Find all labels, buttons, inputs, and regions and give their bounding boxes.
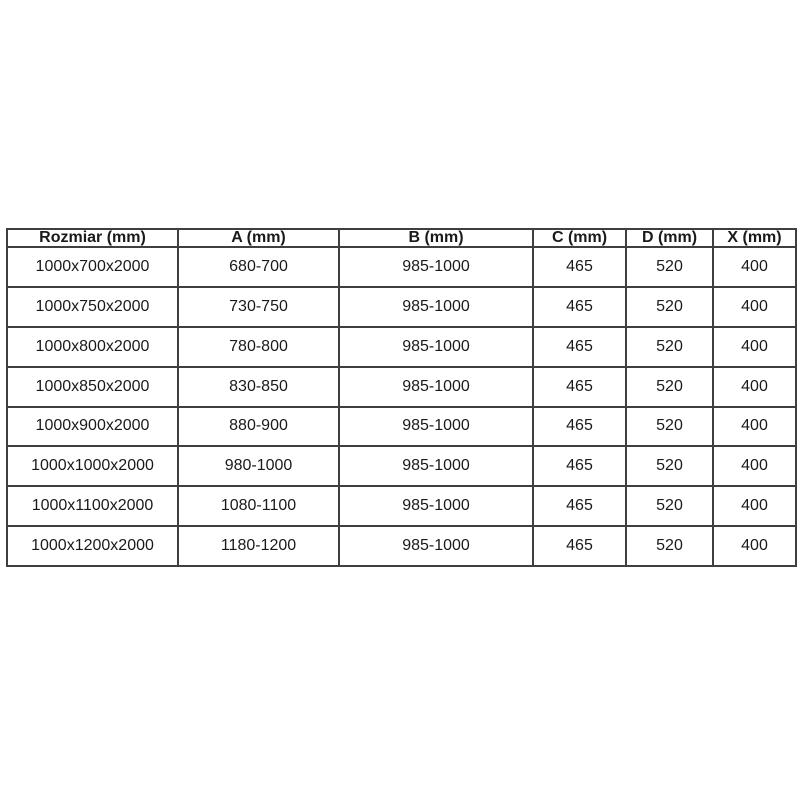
table-cell: 400 bbox=[713, 446, 796, 486]
table-cell: 1000x1200x2000 bbox=[7, 526, 178, 566]
table-cell: 1080-1100 bbox=[178, 486, 339, 526]
table-row bbox=[7, 446, 796, 486]
table-row bbox=[7, 526, 796, 566]
table-cell: 985-1000 bbox=[339, 287, 533, 327]
table-cell: 985-1000 bbox=[339, 526, 533, 566]
table-cell: 465 bbox=[533, 287, 626, 327]
table-cell: 1000x700x2000 bbox=[7, 247, 178, 287]
table-cell: 400 bbox=[713, 526, 796, 566]
table-cell: 400 bbox=[713, 287, 796, 327]
col-header-a: A (mm) bbox=[178, 229, 339, 247]
table-cell: 520 bbox=[626, 327, 713, 367]
table-cell: 985-1000 bbox=[339, 247, 533, 287]
table-cell: 985-1000 bbox=[339, 446, 533, 486]
table-cell: 465 bbox=[533, 486, 626, 526]
table-cell: 465 bbox=[533, 526, 626, 566]
table-row bbox=[7, 486, 796, 526]
table-cell: 520 bbox=[626, 247, 713, 287]
table-cell: 520 bbox=[626, 407, 713, 447]
table-cell: 985-1000 bbox=[339, 327, 533, 367]
table-cell: 985-1000 bbox=[339, 367, 533, 407]
table-cell: 980-1000 bbox=[178, 446, 339, 486]
table-cell: 830-850 bbox=[178, 367, 339, 407]
table-cell: 400 bbox=[713, 486, 796, 526]
col-header-c: C (mm) bbox=[533, 229, 626, 247]
table-cell: 465 bbox=[533, 446, 626, 486]
table-row bbox=[7, 287, 796, 327]
table-cell: 1000x800x2000 bbox=[7, 327, 178, 367]
table-cell: 880-900 bbox=[178, 407, 339, 447]
table-cell: 520 bbox=[626, 367, 713, 407]
table-cell: 680-700 bbox=[178, 247, 339, 287]
col-header-x: X (mm) bbox=[713, 229, 796, 247]
table-cell: 465 bbox=[533, 367, 626, 407]
table-cell: 400 bbox=[713, 407, 796, 447]
table-cell: 730-750 bbox=[178, 287, 339, 327]
table-cell: 1000x900x2000 bbox=[7, 407, 178, 447]
table-cell: 465 bbox=[533, 407, 626, 447]
header-row bbox=[7, 229, 796, 247]
table-cell: 520 bbox=[626, 446, 713, 486]
table-cell: 520 bbox=[626, 526, 713, 566]
table-cell: 465 bbox=[533, 247, 626, 287]
spec-table-body bbox=[7, 247, 796, 566]
table-cell: 520 bbox=[626, 287, 713, 327]
table-cell: 1180-1200 bbox=[178, 526, 339, 566]
col-header-rozmiar: Rozmiar (mm) bbox=[7, 229, 178, 247]
table-cell: 1000x850x2000 bbox=[7, 367, 178, 407]
table-cell: 465 bbox=[533, 327, 626, 367]
table-row bbox=[7, 327, 796, 367]
table-row bbox=[7, 367, 796, 407]
table-cell: 985-1000 bbox=[339, 486, 533, 526]
table-cell: 400 bbox=[713, 327, 796, 367]
table-cell: 780-800 bbox=[178, 327, 339, 367]
table-cell: 400 bbox=[713, 367, 796, 407]
col-header-d: D (mm) bbox=[626, 229, 713, 247]
table-cell: 1000x1100x2000 bbox=[7, 486, 178, 526]
table-row bbox=[7, 407, 796, 447]
table-cell: 1000x750x2000 bbox=[7, 287, 178, 327]
col-header-b: B (mm) bbox=[339, 229, 533, 247]
table-cell: 985-1000 bbox=[339, 407, 533, 447]
table-cell: 400 bbox=[713, 247, 796, 287]
table-row bbox=[7, 247, 796, 287]
spec-table bbox=[6, 228, 797, 567]
table-cell: 520 bbox=[626, 486, 713, 526]
table-cell: 1000x1000x2000 bbox=[7, 446, 178, 486]
